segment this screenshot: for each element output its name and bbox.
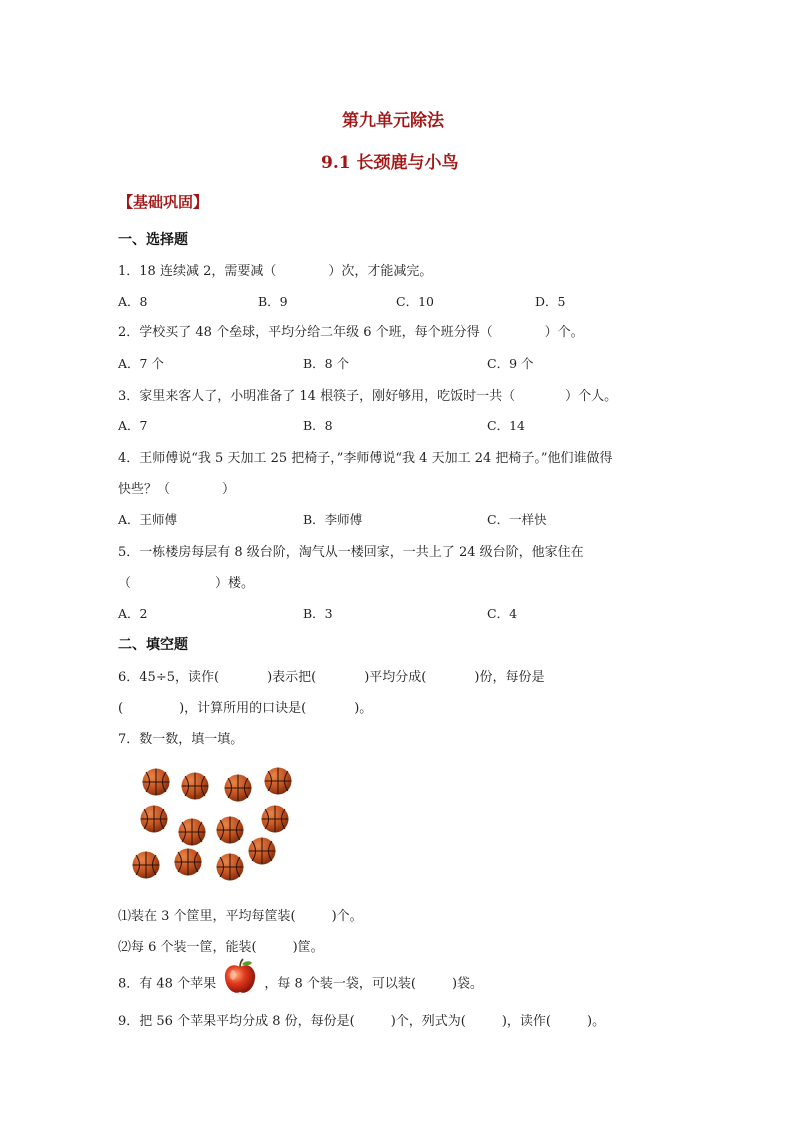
q6-line2 — [118, 697, 372, 716]
section-fill-heading: 二、填空题 — [118, 637, 188, 653]
basketball-icon — [216, 853, 244, 881]
q8-text-b: ，每 8 个装一袋，可以装( — [264, 976, 416, 992]
q5-option-c[interactable]: C．4 — [487, 606, 518, 621]
basketball-icon — [142, 768, 170, 796]
q6-text-b: )表示把( — [267, 670, 317, 685]
q5-option-b[interactable]: B．3 — [303, 606, 333, 621]
q3-option-a[interactable]: A．7 — [118, 418, 148, 433]
q4-option-a[interactable]: A．王师傅 — [118, 512, 178, 527]
q4-option-b[interactable]: B．李师傅 — [303, 512, 363, 527]
basketball-icon — [224, 774, 252, 802]
q7-sub2 — [118, 936, 324, 955]
q1-option-b[interactable]: B．9 — [258, 294, 288, 309]
section-tag: 【基础巩固】 — [118, 193, 209, 211]
q6-line1 — [118, 666, 544, 685]
q3-text-a: 3．家里来客人了，小明准备了 14 根筷子，刚好够用，吃饭时一共（ — [118, 389, 516, 404]
q6-text-e: ( — [118, 701, 124, 716]
basketball-icon — [216, 816, 244, 844]
basketball-icon — [181, 772, 209, 800]
q6-text-f: )，计算所用的口诀是( — [179, 701, 307, 716]
q7-text: 7．数一数，填一填。 — [118, 732, 244, 747]
q2-text-a: 2．学校买了 48 个垒球，平均分给二年级 6 个班，每个班分得（ — [118, 325, 493, 340]
basketball-icon — [174, 848, 202, 876]
apple-icon — [222, 958, 258, 996]
q6-text-c: )平均分成( — [364, 670, 427, 685]
q5-text-b: ）楼。 — [215, 576, 255, 591]
q6-text-g: )。 — [354, 701, 373, 716]
question-2 — [118, 321, 584, 340]
q1-option-c[interactable]: C．10 — [396, 294, 434, 309]
basketball-icon — [132, 851, 160, 879]
basketball-group — [126, 762, 306, 887]
q5-option-a[interactable]: A．2 — [118, 606, 148, 621]
q7-sub2-text-a: ⑵每 6 个装一筐，能装( — [118, 940, 257, 955]
q4-option-c[interactable]: C．一样快 — [487, 512, 547, 527]
q4-line1: 4．王师傅说“我 5 天加工 25 把椅子，”李师傅说“我 4 天加工 24 把椅子。”他们谁做得 — [118, 451, 613, 466]
q5-line2 — [118, 572, 254, 591]
basketball-icon — [140, 805, 168, 833]
q9-text-c: )，读作( — [501, 1014, 551, 1029]
basketball-icon — [178, 818, 206, 846]
q3-text-b: ）个人。 — [565, 389, 618, 404]
q4-line2 — [118, 478, 235, 497]
q1-text-b: ）次，才能减完。 — [328, 264, 433, 279]
q3-option-c[interactable]: C．14 — [487, 418, 525, 433]
q2-option-b[interactable]: B．8 个 — [303, 356, 350, 371]
q9-text-b: )个，列式为( — [390, 1014, 466, 1029]
q1-option-a[interactable]: A．8 — [118, 294, 148, 309]
q7-sub1-text-a: ⑴装在 3 个筐里，平均每筐装( — [118, 909, 296, 924]
q4-text-b: ） — [222, 482, 236, 497]
q5-line1: 5．一栋楼房每层有 8 级台阶，淘气从一楼回家，一共上了 24 级台阶，他家住在 — [118, 545, 584, 560]
question-3 — [118, 385, 617, 404]
question-9 — [118, 1010, 605, 1029]
q1-text-a: 1．18 连续减 2，需要减（ — [118, 264, 277, 279]
q9-text-d: )。 — [587, 1014, 606, 1029]
q7-sub1-text-b: )个。 — [331, 909, 363, 924]
q3-option-b[interactable]: B．8 — [303, 418, 333, 433]
q9-text-a: 9．把 56 个苹果平均分成 8 份，每份是( — [118, 1014, 355, 1029]
q4-text-a: 快些？（ — [118, 482, 171, 497]
question-1 — [118, 260, 432, 279]
q2-option-a[interactable]: A．7 个 — [118, 356, 164, 371]
q8-text-c: )袋。 — [451, 976, 484, 992]
q2-text-b: ）个。 — [544, 325, 584, 340]
q6-text-d: )份，每份是 — [474, 670, 545, 685]
page-subtitle: 9.1 长颈鹿与小鸟 — [321, 153, 459, 173]
q8-text-a: 8．有 48 个苹果 — [118, 976, 217, 992]
section-choice-heading: 一、选择题 — [118, 232, 188, 248]
q6-text-a: 6．45÷5，读作( — [118, 670, 220, 685]
basketball-icon — [264, 767, 292, 795]
q7-sub1 — [118, 905, 363, 924]
q7-sub2-text-b: )筐。 — [292, 940, 324, 955]
q2-option-c[interactable]: C．9 个 — [487, 356, 534, 371]
question-8 — [118, 972, 483, 996]
q1-option-d[interactable]: D．5 — [535, 294, 566, 309]
basketball-icon — [261, 805, 289, 833]
basketball-icon — [248, 837, 276, 865]
page-title: 第九单元除法 — [342, 111, 444, 131]
q5-text-a: （ — [118, 576, 132, 591]
